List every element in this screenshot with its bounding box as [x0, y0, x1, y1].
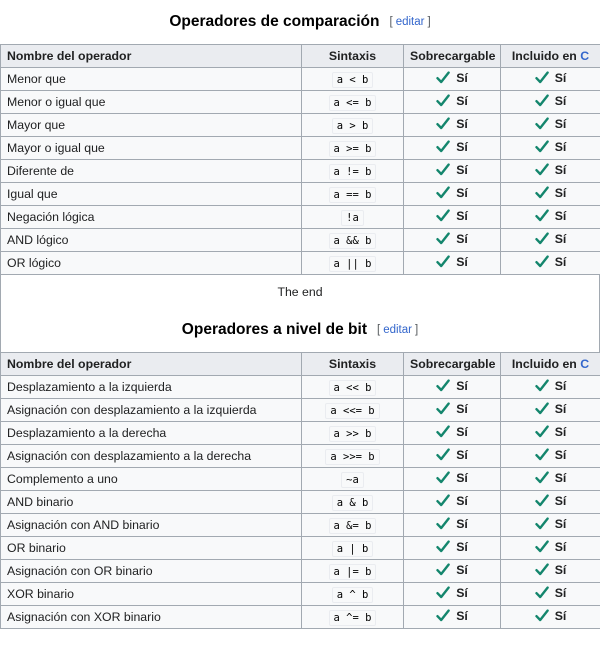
operator-name: Complemento a uno: [7, 472, 118, 486]
syntax-cell: [302, 160, 404, 183]
operator-name: AND lógico: [7, 233, 69, 247]
operator-name: Desplazamiento a la izquierda: [7, 380, 172, 394]
yes-value: [436, 563, 468, 577]
syntax-cell: [302, 68, 404, 91]
overloadable-cell: [404, 514, 501, 537]
operator-name: Igual que: [7, 187, 58, 201]
yes-label: Sí: [554, 378, 567, 393]
yes-label: Sí: [456, 447, 468, 462]
included-in-c-cell: [501, 606, 600, 629]
check-icon: [436, 586, 450, 599]
bitwise-table: [0, 352, 600, 629]
yes-label: Sí: [456, 562, 468, 577]
included-in-c-cell: [501, 183, 600, 206]
syntax-code: a >> b: [329, 426, 377, 442]
comparison-table: [0, 44, 600, 275]
yes-label: Sí: [456, 254, 468, 269]
included-in-c-cell: [501, 468, 600, 491]
included-in-c-cell: [501, 537, 600, 560]
table-row: [1, 399, 600, 422]
yes-value: [535, 379, 567, 393]
overloadable-cell: [404, 229, 501, 252]
operator-name-cell: [1, 606, 302, 629]
yes-label: Sí: [554, 493, 567, 508]
header-included-in: [501, 353, 600, 376]
included-in-c-cell: [501, 583, 600, 606]
yes-value: [535, 609, 567, 623]
overloadable-cell: [404, 183, 501, 206]
yes-value: [436, 425, 468, 439]
included-in-c-cell: [501, 91, 600, 114]
syntax-cell: [302, 583, 404, 606]
check-icon: [436, 379, 450, 392]
syntax-code: a <<= b: [325, 403, 379, 419]
yes-value: [535, 117, 567, 131]
yes-label: Sí: [456, 70, 468, 85]
yes-label: Sí: [554, 539, 567, 554]
overloadable-cell: [404, 606, 501, 629]
table-row: [1, 514, 600, 537]
comparison-edit-section: [ editar ]: [389, 16, 431, 28]
yes-value: [535, 186, 567, 200]
bitwise-table-body: [1, 376, 600, 629]
syntax-cell: [302, 514, 404, 537]
comparison-edit-link[interactable]: editar: [395, 16, 425, 28]
included-in-c-cell: [501, 229, 600, 252]
operator-name: Diferente de: [7, 164, 74, 178]
yes-value: [535, 563, 567, 577]
header-operator-name: Nombre del operador: [1, 45, 302, 68]
yes-label: Sí: [456, 539, 468, 554]
yes-label: Sí: [554, 185, 567, 200]
operator-name-cell: [1, 252, 302, 275]
operator-name-cell: [1, 137, 302, 160]
header-included-label: Incluido en: [511, 357, 581, 371]
table-row: [1, 445, 600, 468]
overloadable-cell: [404, 160, 501, 183]
check-icon: [535, 379, 549, 392]
syntax-code: a >>= b: [325, 449, 379, 465]
yes-label: Sí: [554, 401, 567, 416]
bitwise-heading: [0, 308, 600, 352]
yes-label: Sí: [456, 185, 468, 200]
syntax-cell: [302, 560, 404, 583]
overloadable-cell: [404, 114, 501, 137]
operator-name-cell: [1, 583, 302, 606]
syntax-code: a &= b: [329, 518, 377, 534]
yes-label: Sí: [456, 516, 468, 531]
header-overloadable: Sobrecargable: [404, 45, 501, 68]
table-row: [1, 376, 600, 399]
check-icon: [436, 163, 450, 176]
table-header-row: [1, 353, 600, 376]
syntax-cell: [302, 229, 404, 252]
yes-value: [535, 94, 567, 108]
yes-value: [436, 402, 468, 416]
table-row: [1, 137, 600, 160]
operator-name-cell: [1, 468, 302, 491]
check-icon: [535, 471, 549, 484]
syntax-cell: [302, 206, 404, 229]
yes-value: [436, 94, 468, 108]
yes-label: Sí: [456, 162, 468, 177]
syntax-code: a ^= b: [329, 610, 377, 626]
syntax-cell: [302, 399, 404, 422]
syntax-cell: [302, 137, 404, 160]
yes-label: Sí: [554, 162, 567, 177]
operator-name-cell: [1, 422, 302, 445]
overloadable-cell: [404, 445, 501, 468]
included-in-c-cell: [501, 422, 600, 445]
yes-label: Sí: [554, 139, 567, 154]
included-in-c-cell: [501, 68, 600, 91]
bitwise-section: [0, 308, 600, 629]
check-icon: [436, 94, 450, 107]
separator-text: The end: [0, 275, 600, 308]
operator-name: Asignación con desplazamiento a la izquierda: [7, 403, 257, 417]
table-row: [1, 583, 600, 606]
yes-label: Sí: [456, 208, 468, 223]
header-operator-name: Nombre del operador: [1, 353, 302, 376]
syntax-cell: [302, 468, 404, 491]
operator-name: Asignación con desplazamiento a la derecha: [7, 449, 252, 463]
operator-name-cell: [1, 560, 302, 583]
yes-value: [436, 117, 468, 131]
operator-name-cell: [1, 183, 302, 206]
yes-label: Sí: [456, 116, 468, 131]
table-row: [1, 229, 600, 252]
overloadable-cell: [404, 91, 501, 114]
yes-value: [535, 163, 567, 177]
operator-name-cell: [1, 160, 302, 183]
check-icon: [436, 209, 450, 222]
table-row: [1, 537, 600, 560]
syntax-code: a || b: [329, 256, 377, 272]
comparison-section: [0, 0, 600, 275]
overloadable-cell: [404, 560, 501, 583]
check-icon: [436, 232, 450, 245]
yes-value: [535, 209, 567, 223]
table-row: [1, 206, 600, 229]
syntax-code: a <= b: [329, 95, 377, 111]
header-syntax: Sintaxis: [302, 353, 404, 376]
yes-value: [535, 71, 567, 85]
c-language-link[interactable]: C: [580, 49, 590, 63]
check-icon: [436, 448, 450, 461]
check-icon: [535, 586, 549, 599]
yes-value: [535, 471, 567, 485]
c-language-link[interactable]: C: [580, 357, 590, 371]
operator-name: Menor o igual que: [7, 95, 106, 109]
syntax-code: a |= b: [329, 564, 377, 580]
check-icon: [535, 563, 549, 576]
syntax-cell: [302, 537, 404, 560]
overloadable-cell: [404, 491, 501, 514]
overloadable-cell: [404, 68, 501, 91]
operator-name: Negación lógica: [7, 210, 95, 224]
check-icon: [436, 425, 450, 438]
yes-label: Sí: [456, 401, 468, 416]
yes-label: Sí: [456, 608, 468, 623]
operator-name-cell: [1, 229, 302, 252]
operator-name-cell: [1, 68, 302, 91]
table-header-row: [1, 45, 600, 68]
check-icon: [535, 255, 549, 268]
yes-value: [436, 209, 468, 223]
yes-value: [535, 540, 567, 554]
operator-name: Asignación con OR binario: [7, 564, 153, 578]
header-syntax: Sintaxis: [302, 45, 404, 68]
included-in-c-cell: [501, 399, 600, 422]
overloadable-cell: [404, 252, 501, 275]
check-icon: [535, 94, 549, 107]
yes-value: [535, 586, 567, 600]
table-row: [1, 114, 600, 137]
yes-label: Sí: [456, 493, 468, 508]
check-icon: [535, 209, 549, 222]
header-overloadable: Sobrecargable: [404, 353, 501, 376]
check-icon: [535, 425, 549, 438]
operator-name: XOR binario: [7, 587, 74, 601]
check-icon: [436, 540, 450, 553]
yes-value: [535, 517, 567, 531]
check-icon: [535, 517, 549, 530]
syntax-cell: [302, 491, 404, 514]
yes-label: Sí: [456, 585, 468, 600]
yes-label: Sí: [554, 562, 567, 577]
comparison-heading: [0, 0, 600, 44]
table-row: [1, 252, 600, 275]
syntax-cell: [302, 183, 404, 206]
operator-name: Mayor o igual que: [7, 141, 105, 155]
yes-label: Sí: [554, 93, 567, 108]
table-row: [1, 160, 600, 183]
yes-value: [535, 255, 567, 269]
table-row: [1, 68, 600, 91]
syntax-cell: [302, 445, 404, 468]
yes-value: [436, 379, 468, 393]
syntax-code: a != b: [329, 164, 377, 180]
table-row: [1, 183, 600, 206]
check-icon: [436, 402, 450, 415]
yes-value: [436, 448, 468, 462]
included-in-c-cell: [501, 560, 600, 583]
operator-name: Desplazamiento a la derecha: [7, 426, 167, 440]
operator-name-cell: [1, 206, 302, 229]
check-icon: [535, 163, 549, 176]
operator-name: AND binario: [7, 495, 74, 509]
yes-label: Sí: [554, 70, 567, 85]
operator-name-cell: [1, 399, 302, 422]
check-icon: [535, 540, 549, 553]
syntax-cell: [302, 114, 404, 137]
yes-value: [436, 517, 468, 531]
syntax-code: a ^ b: [332, 587, 374, 603]
syntax-code: a < b: [332, 72, 374, 88]
included-in-c-cell: [501, 491, 600, 514]
yes-value: [535, 448, 567, 462]
included-in-c-cell: [501, 445, 600, 468]
overloadable-cell: [404, 376, 501, 399]
table-row: [1, 468, 600, 491]
check-icon: [436, 117, 450, 130]
operator-name-cell: [1, 537, 302, 560]
included-in-c-cell: [501, 160, 600, 183]
yes-value: [436, 540, 468, 554]
check-icon: [535, 117, 549, 130]
table-row: [1, 422, 600, 445]
operator-name: OR lógico: [7, 256, 61, 270]
yes-value: [436, 163, 468, 177]
yes-value: [436, 186, 468, 200]
yes-value: [436, 71, 468, 85]
check-icon: [535, 140, 549, 153]
operator-name-cell: [1, 445, 302, 468]
check-icon: [535, 609, 549, 622]
yes-label: Sí: [554, 585, 567, 600]
operator-name-cell: [1, 91, 302, 114]
operator-name: Asignación con AND binario: [7, 518, 160, 532]
yes-value: [535, 402, 567, 416]
check-icon: [535, 448, 549, 461]
yes-value: [436, 471, 468, 485]
yes-label: Sí: [554, 254, 567, 269]
yes-label: Sí: [554, 470, 567, 485]
yes-label: Sí: [456, 93, 468, 108]
included-in-c-cell: [501, 206, 600, 229]
check-icon: [436, 186, 450, 199]
yes-value: [535, 232, 567, 246]
included-in-c-cell: [501, 252, 600, 275]
operator-name-cell: [1, 114, 302, 137]
yes-value: [535, 140, 567, 154]
syntax-code: ~a: [341, 472, 364, 488]
overloadable-cell: [404, 468, 501, 491]
syntax-code: a | b: [332, 541, 374, 557]
yes-label: Sí: [554, 208, 567, 223]
syntax-code: a > b: [332, 118, 374, 134]
overloadable-cell: [404, 583, 501, 606]
yes-label: Sí: [554, 608, 567, 623]
check-icon: [436, 71, 450, 84]
yes-label: Sí: [554, 447, 567, 462]
syntax-code: a << b: [329, 380, 377, 396]
overloadable-cell: [404, 137, 501, 160]
syntax-code: a >= b: [329, 141, 377, 157]
check-icon: [436, 255, 450, 268]
yes-label: Sí: [456, 470, 468, 485]
yes-label: Sí: [554, 116, 567, 131]
check-icon: [535, 186, 549, 199]
operator-name-cell: [1, 491, 302, 514]
table-row: [1, 491, 600, 514]
bitwise-edit-link[interactable]: editar: [383, 324, 412, 336]
yes-value: [436, 140, 468, 154]
operator-name: Mayor que: [7, 118, 66, 132]
yes-value: [436, 609, 468, 623]
operator-name-cell: [1, 376, 302, 399]
syntax-code: !a: [341, 210, 364, 226]
overloadable-cell: [404, 206, 501, 229]
syntax-cell: [302, 252, 404, 275]
yes-label: Sí: [554, 516, 567, 531]
overloadable-cell: [404, 422, 501, 445]
check-icon: [535, 232, 549, 245]
operator-name-cell: [1, 514, 302, 537]
bitwise-edit-section: [ editar ]: [377, 324, 419, 336]
check-icon: [535, 402, 549, 415]
yes-label: Sí: [456, 231, 468, 246]
included-in-c-cell: [501, 114, 600, 137]
yes-label: Sí: [554, 231, 567, 246]
operator-name: Asignación con XOR binario: [7, 610, 161, 624]
yes-label: Sí: [554, 424, 567, 439]
yes-value: [535, 425, 567, 439]
check-icon: [436, 517, 450, 530]
yes-value: [436, 232, 468, 246]
syntax-cell: [302, 91, 404, 114]
check-icon: [436, 471, 450, 484]
syntax-cell: [302, 422, 404, 445]
syntax-cell: [302, 606, 404, 629]
included-in-c-cell: [501, 514, 600, 537]
yes-label: Sí: [456, 424, 468, 439]
yes-value: [535, 494, 567, 508]
table-row: [1, 91, 600, 114]
yes-value: [436, 494, 468, 508]
check-icon: [436, 609, 450, 622]
header-included-in: [501, 45, 600, 68]
check-icon: [535, 494, 549, 507]
overloadable-cell: [404, 399, 501, 422]
bitwise-title: Operadores a nivel de bit: [181, 321, 367, 338]
included-in-c-cell: [501, 376, 600, 399]
yes-value: [436, 586, 468, 600]
table-row: [1, 606, 600, 629]
check-icon: [436, 494, 450, 507]
check-icon: [436, 563, 450, 576]
check-icon: [436, 140, 450, 153]
comparison-table-body: [1, 68, 600, 275]
syntax-code: a == b: [329, 187, 377, 203]
syntax-code: a & b: [332, 495, 374, 511]
check-icon: [535, 71, 549, 84]
included-in-c-cell: [501, 137, 600, 160]
comparison-title: Operadores de comparación: [169, 13, 380, 30]
yes-value: [436, 255, 468, 269]
header-included-label: Incluido en: [511, 49, 581, 63]
syntax-code: a && b: [329, 233, 377, 249]
operator-name: Menor que: [7, 72, 66, 86]
operator-name: OR binario: [7, 541, 66, 555]
overloadable-cell: [404, 537, 501, 560]
yes-label: Sí: [456, 378, 468, 393]
yes-label: Sí: [456, 139, 468, 154]
syntax-cell: [302, 376, 404, 399]
table-row: [1, 560, 600, 583]
